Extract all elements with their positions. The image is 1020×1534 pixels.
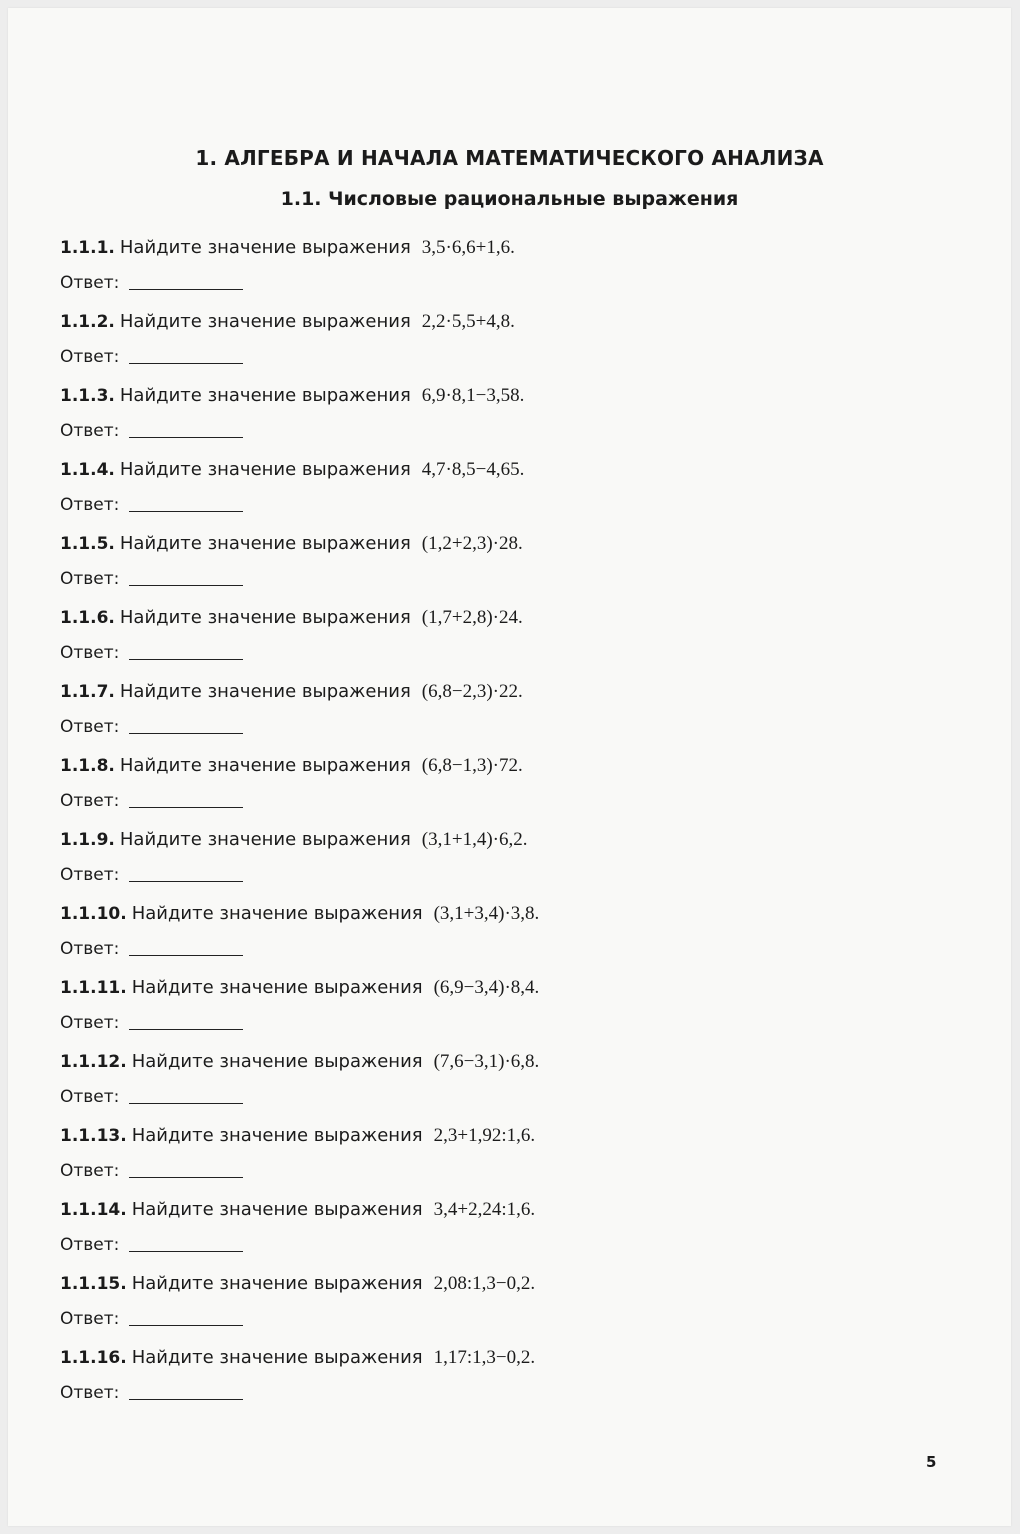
problem-number: 1.1.5. [60,534,115,554]
answer-row [60,1011,243,1036]
problem-text: Найдите значение выражения [119,385,411,406]
answer-row [60,345,243,370]
problem-text: Найдите значение выражения [131,1347,423,1368]
answer-label: Ответ: [60,1087,120,1107]
answer-line[interactable] [129,288,243,290]
answer-line[interactable] [129,362,243,364]
problem-expression: (6,8−2,3)·22. [421,681,523,702]
problem-text: Найдите значение выражения [119,311,411,332]
page [8,8,1011,1526]
section-title: 1.1. Числовые рациональные выражения [280,188,739,210]
problem-expression: (7,6−3,1)·6,8. [433,1051,540,1072]
problem-text: Найдите значение выражения [131,1125,423,1146]
problem-expression: (1,2+2,3)·28. [421,533,523,554]
answer-label: Ответ: [60,939,120,959]
problem-item [60,974,760,1044]
problem-number: 1.1.15. [60,1274,127,1294]
problem-question [60,974,539,1001]
problem-number: 1.1.4. [60,460,115,480]
answer-row [60,1233,243,1258]
answer-row [60,789,243,814]
answer-label: Ответ: [60,569,120,589]
problem-question [60,1270,535,1297]
problem-text: Найдите значение выражения [131,977,423,998]
problem-expression: 2,08:1,3−0,2. [433,1273,536,1294]
problem-question [60,900,539,927]
problem-expression: (6,9−3,4)·8,4. [433,977,540,998]
problem-item [60,382,760,452]
answer-line[interactable] [129,1250,243,1252]
problem-number: 1.1.9. [60,830,115,850]
problem-question [60,234,515,261]
problem-expression: 2,3+1,92:1,6. [433,1125,536,1146]
problem-number: 1.1.3. [60,386,115,406]
problem-item [60,1344,760,1414]
problem-text: Найдите значение выражения [119,459,411,480]
problem-text: Найдите значение выражения [131,1273,423,1294]
answer-row [60,1159,243,1184]
problem-expression: (3,1+3,4)·3,8. [433,903,540,924]
problem-question [60,530,523,557]
answer-row [60,715,243,740]
problem-expression: 1,17:1,3−0,2. [433,1347,536,1368]
answer-label: Ответ: [60,421,120,441]
answer-label: Ответ: [60,791,120,811]
problem-item [60,900,760,970]
problem-expression: 3,5·6,6+1,6. [421,237,515,258]
problem-number: 1.1.12. [60,1052,127,1072]
problem-item [60,530,760,600]
problem-text: Найдите значение выражения [119,755,411,776]
problem-expression: (1,7+2,8)·24. [421,607,523,628]
answer-row [60,641,243,666]
answer-label: Ответ: [60,1383,120,1403]
problem-item [60,604,760,674]
problem-item [60,1122,760,1192]
problem-text: Найдите значение выражения [119,237,411,258]
problem-question [60,1048,539,1075]
answer-line[interactable] [129,510,243,512]
problem-item [60,308,760,378]
answer-label: Ответ: [60,495,120,515]
answer-label: Ответ: [60,643,120,663]
problem-number: 1.1.14. [60,1200,127,1220]
problem-item [60,234,760,304]
answer-label: Ответ: [60,1235,120,1255]
page-number: 5 [926,1453,937,1471]
answer-label: Ответ: [60,1309,120,1329]
problem-question [60,382,524,409]
answer-label: Ответ: [60,273,120,293]
answer-line[interactable] [129,584,243,586]
problem-item [60,678,760,748]
answer-line[interactable] [129,658,243,660]
problem-text: Найдите значение выражения [131,1199,423,1220]
problem-number: 1.1.11. [60,978,127,998]
problem-number: 1.1.13. [60,1126,127,1146]
problem-text: Найдите значение выражения [119,533,411,554]
answer-line[interactable] [129,1176,243,1178]
problem-expression: 4,7·8,5−4,65. [421,459,525,480]
problem-number: 1.1.10. [60,904,127,924]
problem-question [60,752,523,779]
problem-expression: 3,4+2,24:1,6. [433,1199,536,1220]
problem-question [60,1122,535,1149]
problem-item [60,1270,760,1340]
problem-item [60,1196,760,1266]
answer-row [60,567,243,592]
problem-text: Найдите значение выражения [119,607,411,628]
answer-row [60,863,243,888]
problem-text: Найдите значение выражения [131,1051,423,1072]
problem-number: 1.1.16. [60,1348,127,1368]
answer-row [60,419,243,444]
problem-expression: 2,2·5,5+4,8. [421,311,515,332]
problem-text: Найдите значение выражения [131,903,423,924]
answer-row [60,1085,243,1110]
problem-number: 1.1.7. [60,682,115,702]
answer-line[interactable] [129,880,243,882]
problem-item [60,752,760,822]
problem-item [60,826,760,896]
answer-row [60,271,243,296]
problem-number: 1.1.8. [60,756,115,776]
problem-question [60,826,527,853]
problem-question [60,308,515,335]
answer-line[interactable] [129,1028,243,1030]
answer-row [60,1307,243,1332]
problem-number: 1.1.2. [60,312,115,332]
problem-question [60,456,524,483]
answer-line[interactable] [129,1398,243,1400]
problem-expression: (6,8−1,3)·72. [421,755,523,776]
problem-question [60,1196,535,1223]
answer-line[interactable] [129,806,243,808]
problem-text: Найдите значение выражения [119,829,411,850]
problem-question [60,604,523,631]
answer-label: Ответ: [60,717,120,737]
answer-label: Ответ: [60,347,120,367]
problem-text: Найдите значение выражения [119,681,411,702]
problem-number: 1.1.6. [60,608,115,628]
answer-row [60,937,243,962]
answer-line[interactable] [129,436,243,438]
answer-line[interactable] [129,954,243,956]
problem-question [60,678,523,705]
chapter-title: 1. АЛГЕБРА И НАЧАЛА МАТЕМАТИЧЕСКОГО АНАЛИЗА [195,146,824,170]
answer-line[interactable] [129,1102,243,1104]
problem-expression: 6,9·8,1−3,58. [421,385,525,406]
answer-label: Ответ: [60,1161,120,1181]
problem-number: 1.1.1. [60,238,115,258]
problem-item [60,1048,760,1118]
answer-line[interactable] [129,732,243,734]
answer-row [60,493,243,518]
answer-row [60,1381,243,1406]
problem-item [60,456,760,526]
problem-question [60,1344,535,1371]
answer-label: Ответ: [60,865,120,885]
answer-label: Ответ: [60,1013,120,1033]
problem-expression: (3,1+1,4)·6,2. [421,829,528,850]
answer-line[interactable] [129,1324,243,1326]
